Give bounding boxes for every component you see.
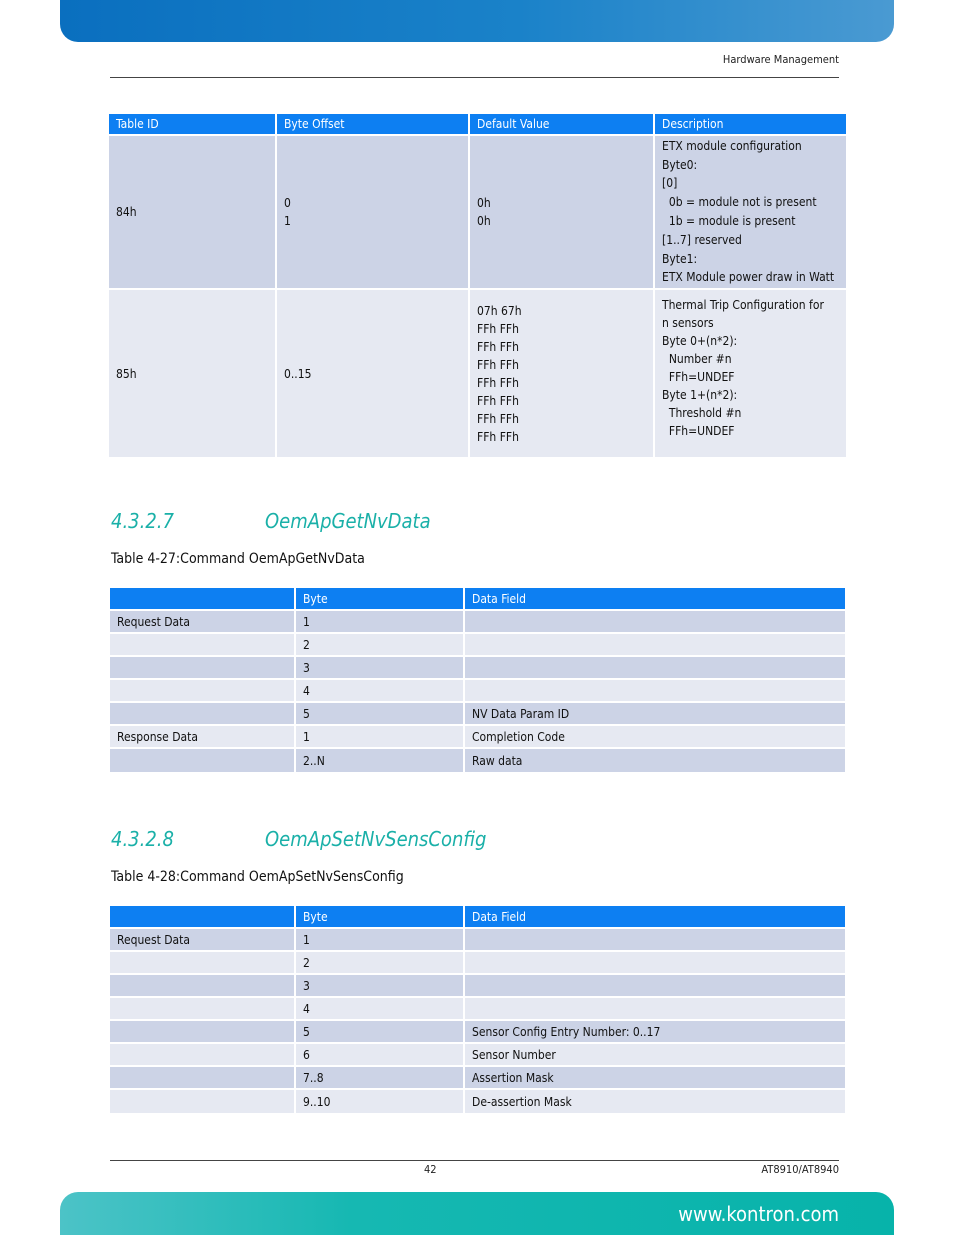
- table-row: [110, 929, 845, 952]
- column-header: [110, 588, 296, 611]
- table-cell: [110, 1021, 296, 1044]
- column-header: [110, 906, 296, 929]
- section-heading: [111, 827, 486, 851]
- table-cell: Request Data: [110, 929, 296, 952]
- section-number: 4.3.2.8: [111, 827, 174, 851]
- section-title: OemApGetNvData: [265, 509, 431, 533]
- section-heading: [111, 509, 431, 533]
- config-table: [109, 114, 846, 457]
- description-cell: ETX module configuration Byte0: [0] 0b = module not is present 1b = module is present [1..7] reserved Byte1: ETX Module power draw in Watt: [655, 136, 846, 290]
- table-row: [110, 680, 845, 703]
- table-cell: [110, 680, 296, 703]
- header-title: Hardware Management: [722, 53, 839, 66]
- table-cell: [110, 998, 296, 1021]
- table-caption: Table 4-28:Command OemApSetNvSensConfig: [111, 869, 404, 885]
- table-cell: NV Data Param ID: [465, 703, 845, 726]
- product-name: AT8910/AT8940: [761, 1163, 839, 1176]
- table-cell: [465, 929, 845, 952]
- section-number: 4.3.2.7: [111, 509, 174, 533]
- table-cell: [110, 975, 296, 998]
- table-cell: Raw data: [465, 749, 845, 772]
- table-cell: 4: [296, 680, 465, 703]
- table-cell: [110, 634, 296, 657]
- column-header: Table ID: [109, 114, 277, 136]
- table-cell: [465, 975, 845, 998]
- table-cell: [110, 1044, 296, 1067]
- page-number: 42: [424, 1163, 437, 1176]
- description-cell: Thermal Trip Configuration for n sensors Byte 0+(n*2): Number #n FFh=UNDEF Byte 1+(n*2): Threshold #n FFh=UNDEF: [655, 290, 846, 457]
- table-cell: Sensor Config Entry Number: 0..17: [465, 1021, 845, 1044]
- table-cell: Request Data: [110, 611, 296, 634]
- table-id-cell: 85h: [109, 290, 277, 457]
- table-cell: 2..N: [296, 749, 465, 772]
- table-row: [110, 975, 845, 998]
- default-value-cell: 07h 67h FFh FFh FFh FFh FFh FFh FFh FFh FFh FFh FFh FFh FFh FFh: [470, 290, 655, 457]
- table-row: [110, 1021, 845, 1044]
- column-header: Data Field: [465, 588, 845, 611]
- table-row: [110, 952, 845, 975]
- set-nv-sens-config-table: [110, 906, 845, 1113]
- table-cell: [465, 611, 845, 634]
- table-row: [110, 1044, 845, 1067]
- table-cell: [465, 634, 845, 657]
- bottom-banner: [60, 1192, 894, 1235]
- table-cell: 1: [296, 929, 465, 952]
- table-cell: Completion Code: [465, 726, 845, 749]
- table-cell: 2: [296, 952, 465, 975]
- byte-offset-cell: 0..15: [277, 290, 470, 457]
- table-row: [110, 703, 845, 726]
- column-header: Data Field: [465, 906, 845, 929]
- table-cell: Response Data: [110, 726, 296, 749]
- website-link[interactable]: www.kontron.com: [678, 1202, 839, 1226]
- table-cell: 3: [296, 975, 465, 998]
- table-cell: 5: [296, 703, 465, 726]
- table-cell: 5: [296, 1021, 465, 1044]
- table-row: [110, 749, 845, 772]
- table-cell: 1: [296, 611, 465, 634]
- table-cell: 6: [296, 1044, 465, 1067]
- table-cell: 4: [296, 998, 465, 1021]
- table-cell: [110, 1067, 296, 1090]
- table-id-cell: 84h: [109, 136, 277, 290]
- section-title: OemApSetNvSensConfig: [265, 827, 487, 851]
- table-row: [109, 136, 846, 290]
- table-row: [110, 1067, 845, 1090]
- table-cell: [465, 998, 845, 1021]
- table-caption: Table 4-27:Command OemApGetNvData: [111, 551, 365, 567]
- table-header-row: [110, 588, 845, 611]
- table-row: [110, 611, 845, 634]
- table-cell: De-assertion Mask: [465, 1090, 845, 1113]
- table-row: [110, 726, 845, 749]
- table-cell: [110, 952, 296, 975]
- table-cell: [110, 749, 296, 772]
- table-row: [109, 290, 846, 457]
- table-cell: 7..8: [296, 1067, 465, 1090]
- default-value-cell: 0h 0h: [470, 136, 655, 290]
- table-cell: [465, 657, 845, 680]
- column-header: Description: [655, 114, 846, 136]
- table-cell: 3: [296, 657, 465, 680]
- top-banner: [60, 0, 894, 42]
- table-cell: 2: [296, 634, 465, 657]
- header-rule: [110, 77, 839, 78]
- column-header: Default Value: [470, 114, 655, 136]
- table-cell: Sensor Number: [465, 1044, 845, 1067]
- table-cell: Assertion Mask: [465, 1067, 845, 1090]
- table-cell: [110, 1090, 296, 1113]
- column-header: Byte Offset: [277, 114, 470, 136]
- get-nv-data-table: [110, 588, 845, 772]
- table-cell: [465, 680, 845, 703]
- table-cell: 9..10: [296, 1090, 465, 1113]
- table-header-row: [110, 906, 845, 929]
- table-row: [110, 634, 845, 657]
- table-header-row: [109, 114, 846, 136]
- table-row: [110, 1090, 845, 1113]
- footer-rule: [110, 1160, 839, 1161]
- byte-offset-cell: 0 1: [277, 136, 470, 290]
- table-cell: [110, 703, 296, 726]
- table-cell: [465, 952, 845, 975]
- table-cell: 1: [296, 726, 465, 749]
- table-cell: [110, 657, 296, 680]
- table-row: [110, 657, 845, 680]
- column-header: Byte: [296, 588, 465, 611]
- table-row: [110, 998, 845, 1021]
- column-header: Byte: [296, 906, 465, 929]
